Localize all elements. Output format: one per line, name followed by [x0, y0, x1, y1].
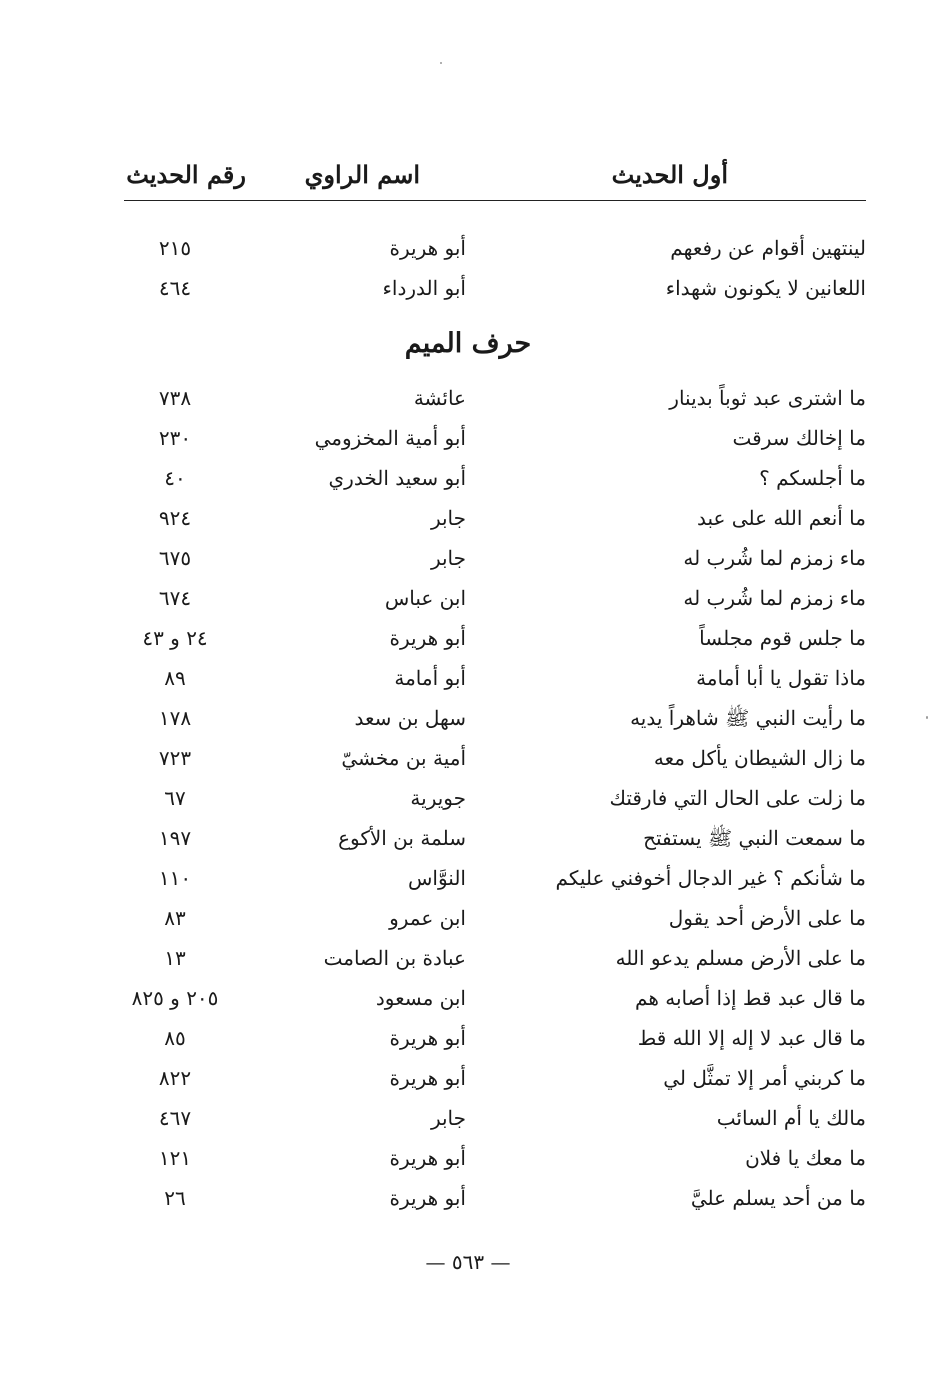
- narrator-name: عبادة بن الصامت: [323, 946, 466, 970]
- hadith-text: ما رأيت النبي ﷺ شاهراً يديه: [630, 706, 866, 730]
- table-row: [0, 228, 936, 268]
- narrator-name: جابر: [430, 506, 466, 530]
- hadith-number: ٦٧٥: [158, 546, 192, 570]
- table-row: [0, 1018, 936, 1058]
- hadith-text: ما على الأرض أحد يقول: [668, 906, 866, 930]
- table-row: [0, 818, 936, 858]
- page-number: — ٥٦٣ —: [425, 1250, 511, 1274]
- narrator-name: أبو هريرة: [389, 1066, 466, 1090]
- hadith-text: ما جلس قوم مجلساً: [699, 626, 866, 650]
- hadith-text: اللعانين لا يكونون شهداء: [665, 276, 866, 300]
- table-row: [0, 538, 936, 578]
- hadith-number: ١١٠: [158, 866, 192, 890]
- hadith-text: ما زلت على الحال التي فارقتك: [609, 786, 866, 810]
- table-row: [0, 418, 936, 458]
- hadith-text: ما زال الشيطان يأكل معه: [653, 746, 866, 770]
- narrator-name: أبو أمامة: [394, 666, 466, 690]
- hadith-text: ما قال عبد لا إله إلا الله قط: [637, 1026, 866, 1050]
- table-row: [0, 898, 936, 938]
- hadith-number: ١٧٨: [158, 706, 192, 730]
- table-row: [0, 1178, 936, 1218]
- table-row: [0, 378, 936, 418]
- hadith-number: ٨٣: [164, 906, 186, 930]
- scan-speck: [926, 716, 928, 719]
- table-row: [0, 858, 936, 898]
- hadith-number: ٢١٥: [158, 236, 192, 260]
- hadith-number: ٧٢٣: [158, 746, 192, 770]
- hadith-text: ما سمعت النبي ﷺ يستفتح: [643, 826, 866, 850]
- narrator-name: أبو هريرة: [389, 626, 466, 650]
- table-row: [0, 618, 936, 658]
- hadith-text: ماء زمزم لما شُرب له: [683, 586, 866, 610]
- table-row: [0, 1138, 936, 1178]
- hadith-number: ١٩٧: [158, 826, 192, 850]
- hadith-number: ٨٥: [164, 1026, 186, 1050]
- hadith-text: ما إخالك سرقت: [732, 426, 866, 450]
- narrator-name: سهل بن سعد: [354, 706, 466, 730]
- hadith-number: ٢٤ و ٤٣: [142, 626, 208, 650]
- hadith-number: ٢٦: [164, 1186, 186, 1210]
- hadith-text: مالك يا أم السائب: [716, 1106, 866, 1130]
- hadith-text: ما اشترى عبد ثوباً بدينار: [669, 386, 866, 410]
- narrator-name: جابر: [430, 1106, 466, 1130]
- table-row: [0, 458, 936, 498]
- narrator-name: أبو هريرة: [389, 1026, 466, 1050]
- hadith-number: ١٢١: [158, 1146, 192, 1170]
- hadith-number: ٦٧٤: [158, 586, 192, 610]
- table-row: [0, 698, 936, 738]
- hadith-number: ٤٦٧: [158, 1106, 192, 1130]
- table-row: [0, 938, 936, 978]
- hadith-number: ٨٩: [164, 666, 186, 690]
- hadith-number: ٧٣٨: [158, 386, 192, 410]
- hadith-number: ٩٢٤: [158, 506, 192, 530]
- narrator-name: أبو سعيد الخدري: [328, 466, 466, 490]
- narrator-name: أبو هريرة: [389, 1186, 466, 1210]
- table-row: [0, 1058, 936, 1098]
- narrator-name: أبو هريرة: [389, 236, 466, 260]
- hadith-text: ماء زمزم لما شُرب له: [683, 546, 866, 570]
- hadith-number: ٢٠٥ و ٨٢٥: [131, 986, 219, 1010]
- narrator-name: جابر: [430, 546, 466, 570]
- table-row: [0, 778, 936, 818]
- header-hadith: أول الحديث: [611, 160, 728, 189]
- narrator-name: أبو هريرة: [389, 1146, 466, 1170]
- narrator-name: ابن عمرو: [389, 906, 466, 930]
- hadith-text: ما على الأرض مسلم يدعو الله: [615, 946, 866, 970]
- narrator-name: النوَّاس: [408, 866, 466, 890]
- table-row: [0, 738, 936, 778]
- narrator-name: أمية بن مخشيّ: [341, 746, 466, 770]
- hadith-number: ١٣: [164, 946, 186, 970]
- hadith-text: ما شأنكم ؟ غير الدجال أخوفني عليكم: [555, 866, 866, 890]
- hadith-number: ٤٦٤: [158, 276, 192, 300]
- table-row: [0, 268, 936, 308]
- hadith-text: ما قال عبد قط إذا أصابه هم: [635, 986, 866, 1010]
- scan-speck: [440, 62, 442, 64]
- narrator-name: سلمة بن الأكوع: [338, 826, 466, 850]
- hadith-text: لينتهين أقوام عن رفعهم: [670, 236, 866, 260]
- table-row: [0, 498, 936, 538]
- hadith-text: ما معك يا فلان: [745, 1146, 866, 1170]
- narrator-name: ابن مسعود: [375, 986, 466, 1010]
- hadith-text: ما أجلسكم ؟: [759, 466, 866, 490]
- table-row: [0, 1098, 936, 1138]
- table-row: [0, 578, 936, 618]
- hadith-text: ما من أحد يسلم عليَّ: [690, 1186, 866, 1210]
- narrator-name: أبو أمية المخزومي: [314, 426, 466, 450]
- narrator-name: ابن عباس: [384, 586, 466, 610]
- header-rule: [124, 200, 866, 201]
- hadith-number: ٨٢٢: [158, 1066, 192, 1090]
- section-title: حرف الميم: [404, 328, 532, 359]
- narrator-name: أبو الدرداء: [382, 276, 466, 300]
- table-row: [0, 658, 936, 698]
- hadith-number: ٤٠: [164, 466, 186, 490]
- table-row: [0, 978, 936, 1018]
- hadith-number: ٢٣٠: [158, 426, 192, 450]
- hadith-text: ما أنعم الله على عبد: [696, 506, 866, 530]
- header-narrator: اسم الراوي: [304, 160, 420, 189]
- narrator-name: جويرية: [410, 786, 466, 810]
- narrator-name: عائشة: [413, 386, 466, 410]
- hadith-text: ما كربني أمر إلا تمثَّل لي: [663, 1066, 866, 1090]
- hadith-number: ٦٧: [164, 786, 186, 810]
- hadith-text: ماذا تقول يا أبا أمامة: [696, 666, 866, 690]
- header-number: رقم الحديث: [126, 160, 246, 189]
